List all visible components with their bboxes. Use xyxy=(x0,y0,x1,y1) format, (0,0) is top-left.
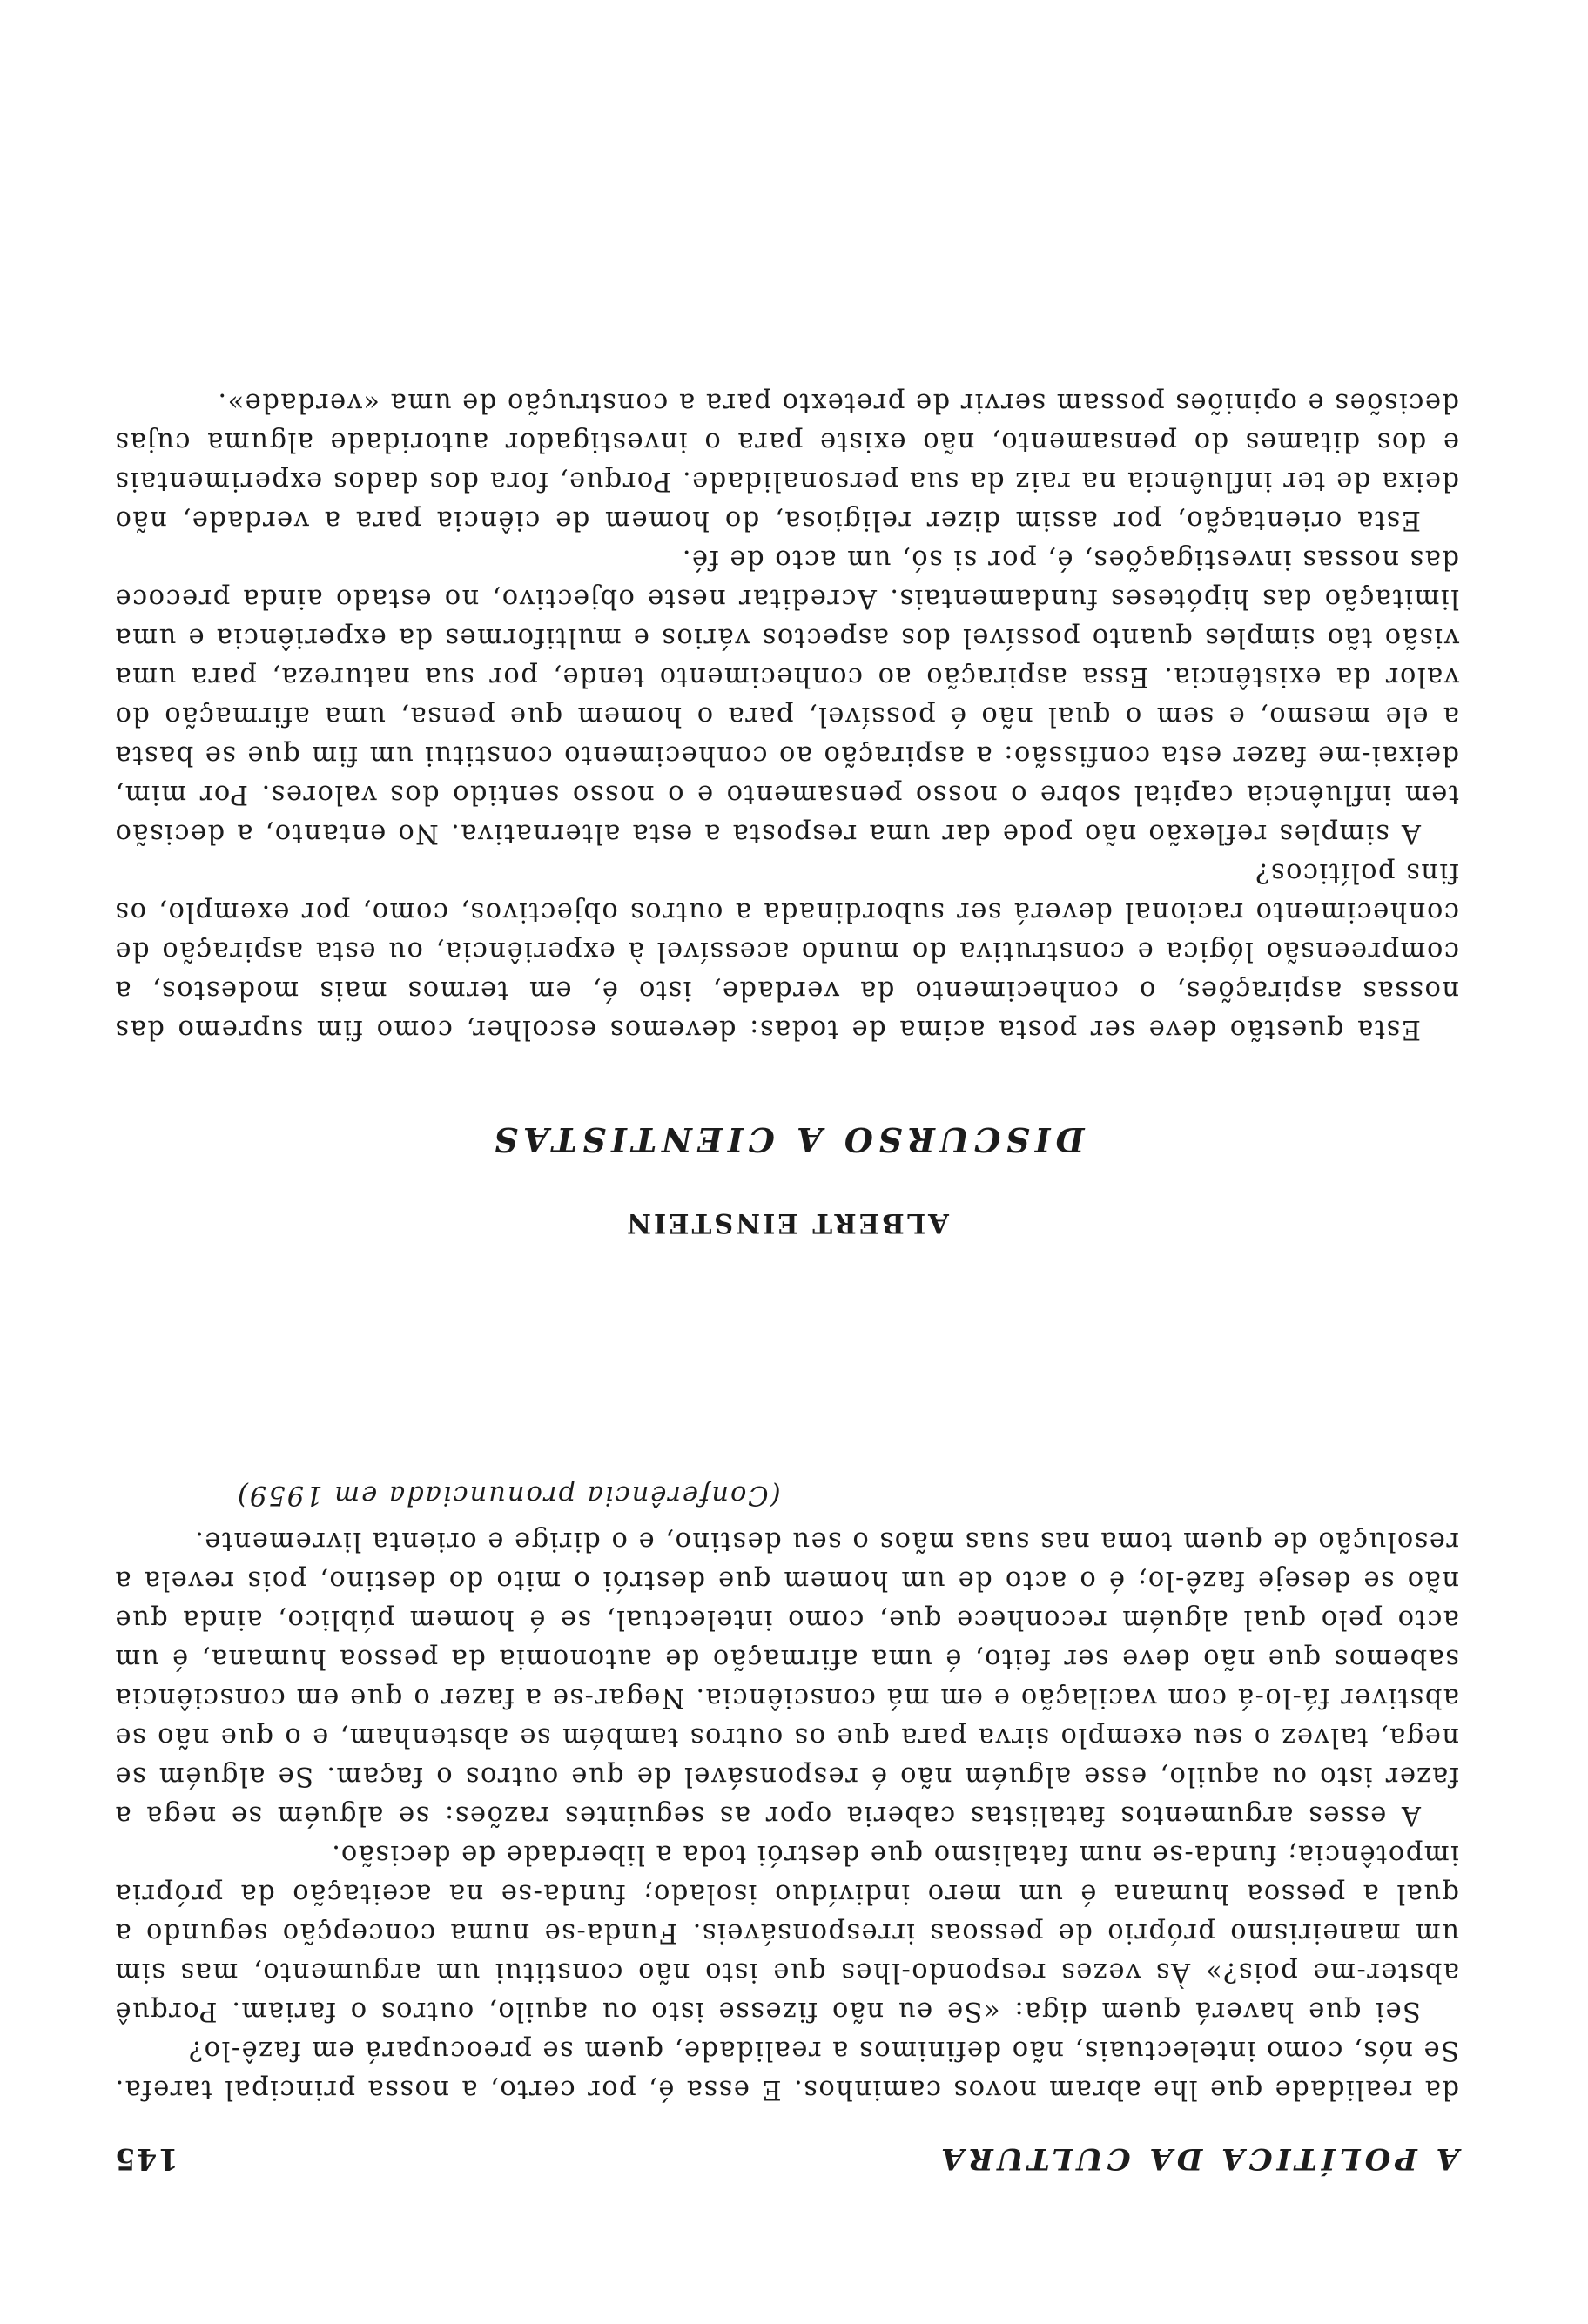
running-header xyxy=(114,2139,1459,2178)
conference-note: (Conferência pronunciada em 1959) xyxy=(236,1480,781,1510)
running-title: A POLÍTICA DA CULTURA xyxy=(937,2141,1459,2176)
page-content xyxy=(114,383,1459,2178)
article-title: DISCURSO A CIENTISTAS xyxy=(488,1120,1085,1159)
article-paragraph: Esta orientação, por assim dizer religiosa, do homem de ciência para a verdade, não deixa de ter influência na raiz da sua personalidade. Porque, fora dos dados experimentais e dos ditames do pensamento, não existe para o investigador autoridade alguma cujas decisões e opiniões possam servir de pretexto para a construção de uma «verdade». xyxy=(114,387,1459,535)
article-paragraph: A simples reflexão não pode dar uma resposta a esta alternativa. No entanto, a decisão tem influência capital sobre o nosso pensamento e o nosso sentido dos valores. Por mim, deixai-me fazer esta confissão: a aspiração ao conhecimento constitui um fim que se basta a ele mesmo, e sem o qual não é possível, para o homem que pensa, uma afirmação do valor da existência. Essa aspiração ao conhecimento tende, por sua natureza, para uma visão tão simples quanto possível dos aspectos vários e multiformes da experiência e uma limitação das hipóteses fundamentais. Acreditar neste objectivo, no estado ainda precoce das nossas investigações, é, por si só, um acto de fé. xyxy=(114,544,1459,849)
page-number: 145 xyxy=(114,2141,178,2176)
body-paragraph: da realidade que lhe abram novos caminhos. E essa é, por certo, a nossa principal tarefa. Se nós, como intelectuais, não definimos a realidade, quem se preocupará em fazê-lo? xyxy=(114,2035,1459,2105)
body-paragraph: A esses argumentos fatalistas caberia opor as seguintes razões: se alguém se nega a fazer isto ou aquilo, esse alguém não é responsável de que outros o façam. Se alguém se nega, talvez o seu exemplo sirva para que os outros também se abstenham, e o que não se abstiver fá-lo-á com vacilação e em má consciência. Negar-se a fazer o que em consciência sabemos que não deve ser feito, é uma afirmação de autonomia da pessoa humana, é um acto pelo qual alguém reconhece que, como intelectual, se é homem público, ainda que não se deseje fazê-lo; é o acto de um homem que destrói o mito do destino, pois revela a resolução de quem toma nas suas mãos o seu destino, e o dirige e orienta livremente. xyxy=(114,1526,1459,1830)
body-paragraph: Sei que haverá quem diga: «Se eu não fizesse isto ou aquilo, outros o fariam. Porquê abster-me pois?» Às vezes respondo-lhes que isto não constitui um argumento, mas sim um maneirismo próprio de pessoas irresponsáveis. Funda-se numa concepção segundo a qual a pessoa humana é um mero indivíduo isolado; funda-se na aceitação da própria impotência; funda-se num fatalismo que destrói toda a liberdade de decisão. xyxy=(114,1839,1459,2026)
article-paragraph: Esta questão deve ser posta acima de todas: devemos escolher, como fim supremo das nossas aspirações, o conhecimento da verdade, isto é, em termos mais modestos, a compreensão lógica e construtiva do mundo acessível à experiência, ou esta aspiração de conhecimento racional deverá ser subordinada a outros objectivos, como, por exemplo, os fins políticos? xyxy=(114,857,1459,1044)
article-author: ALBERT EINSTEIN xyxy=(624,1207,949,1239)
